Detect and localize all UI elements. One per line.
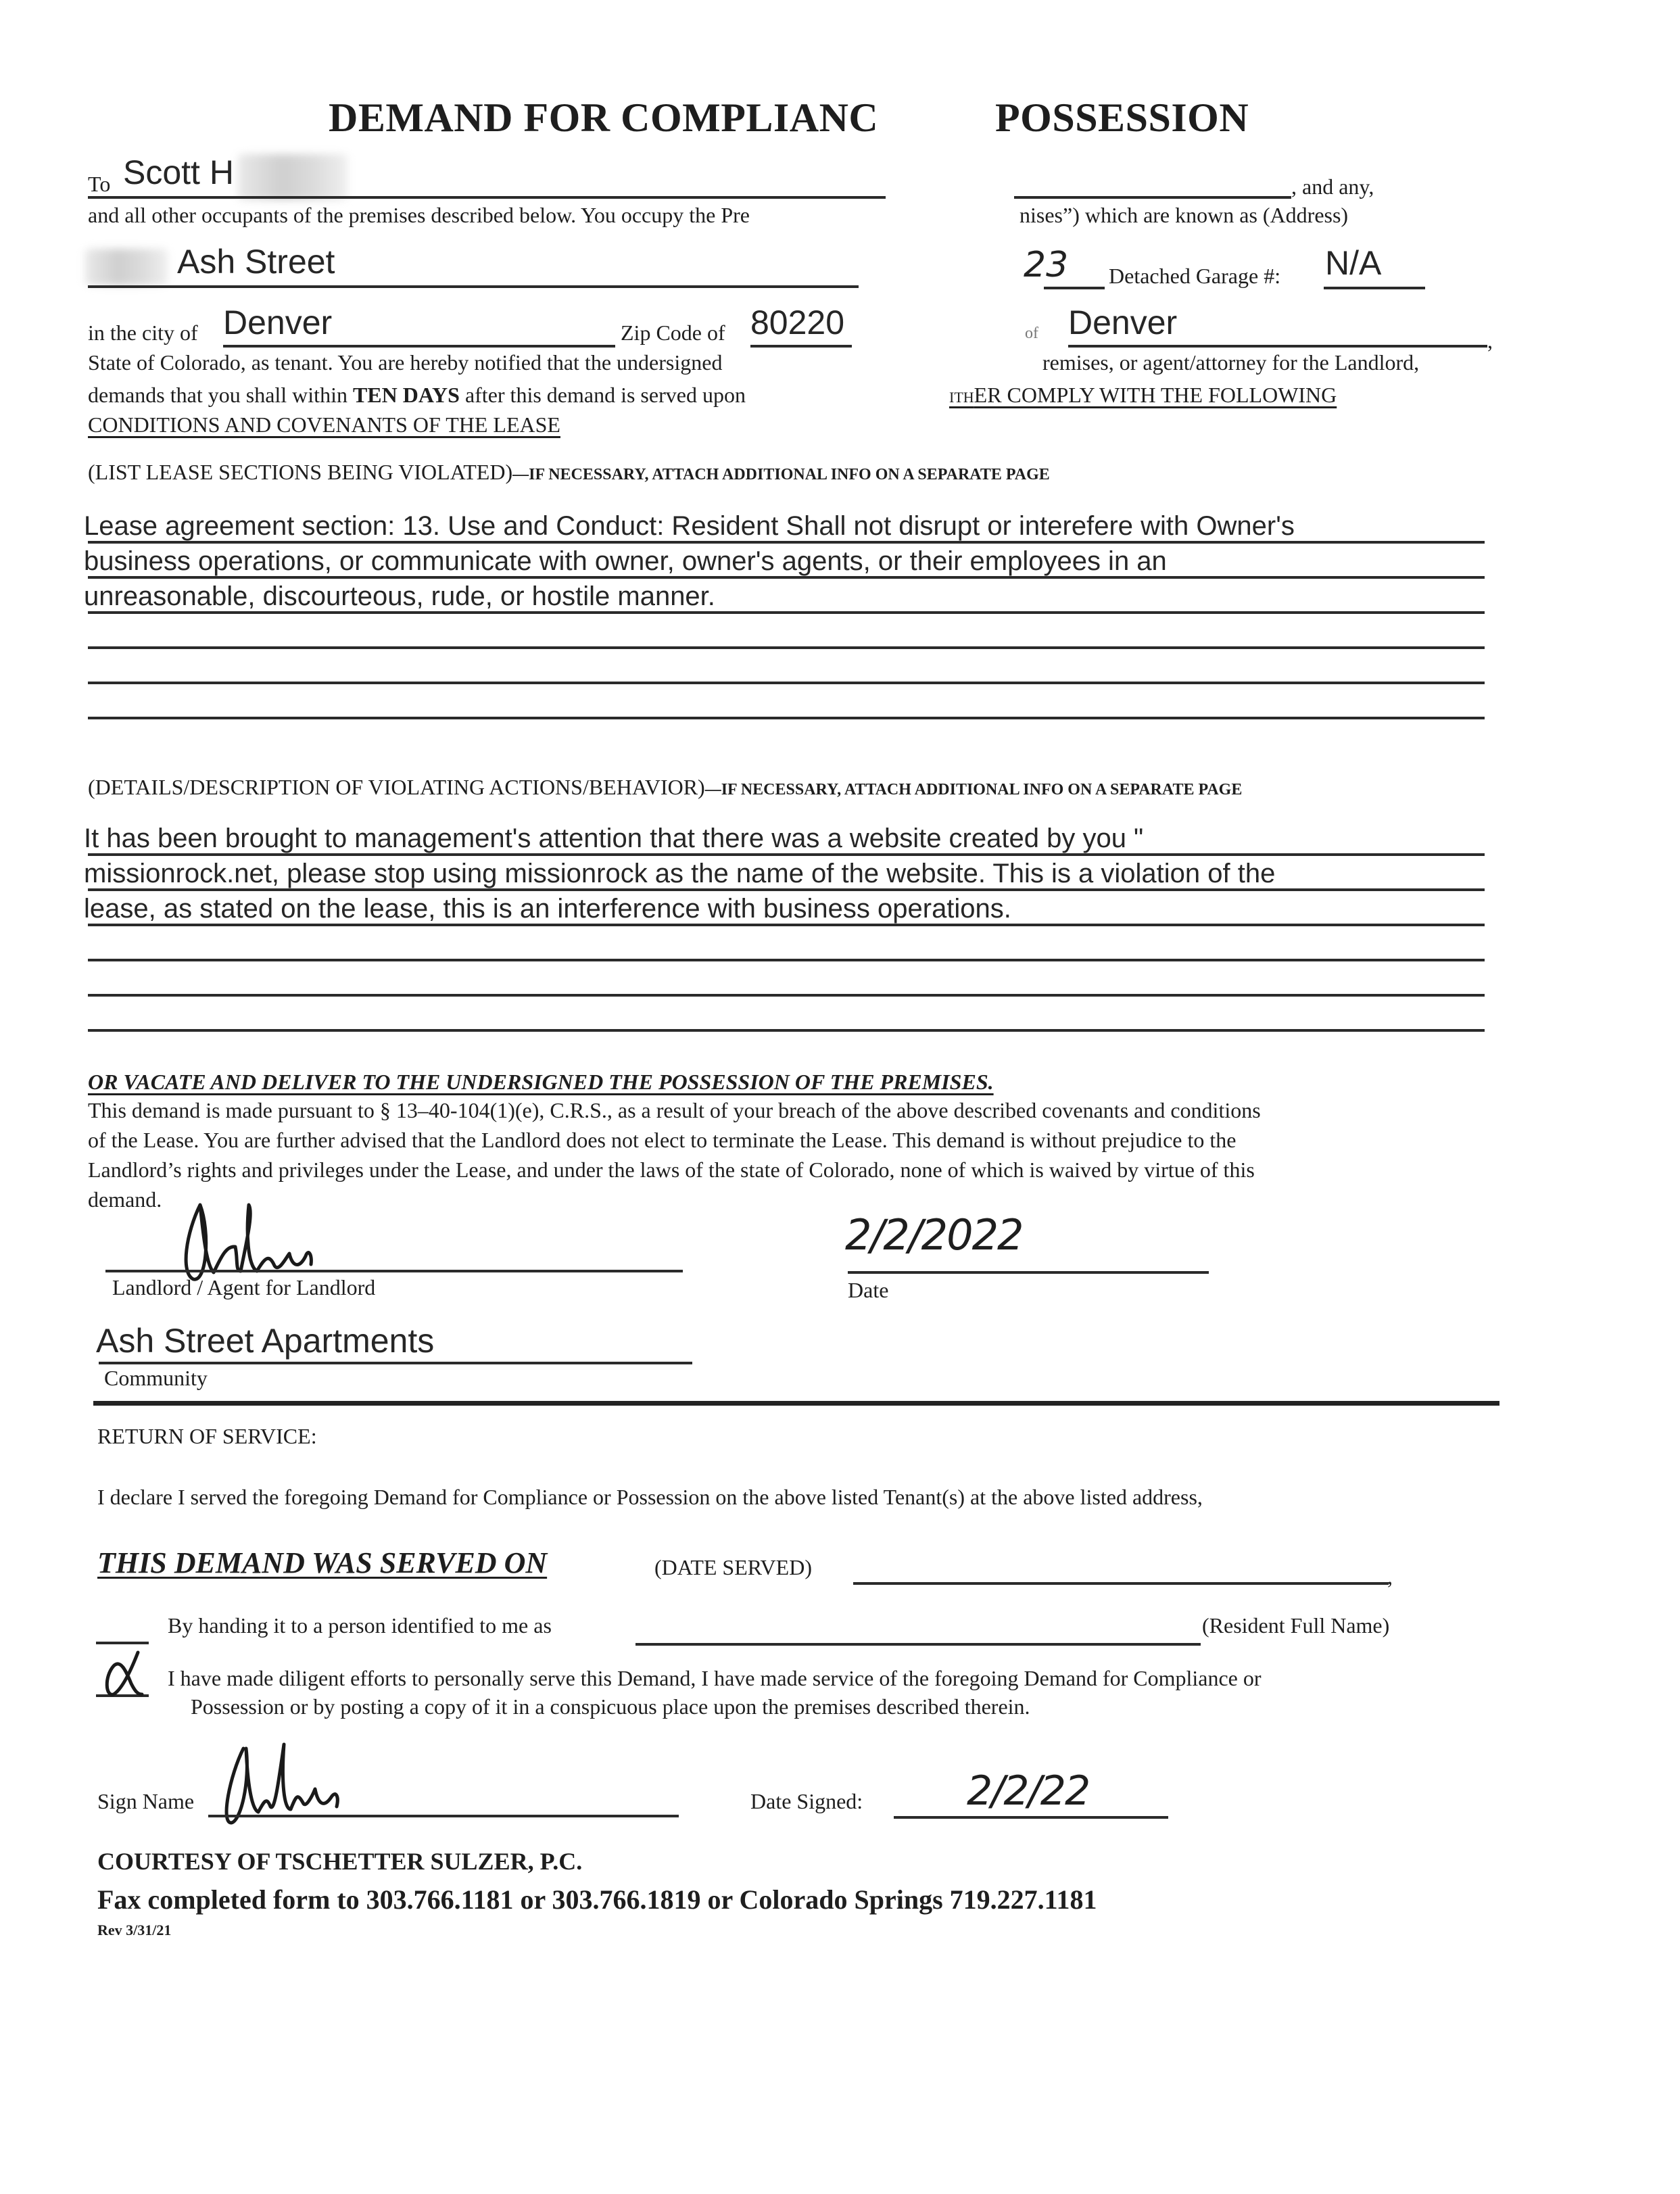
lease-line-underline bbox=[88, 541, 1485, 544]
landlord-signature-label: Landlord / Agent for Landlord bbox=[112, 1275, 376, 1299]
state-text-left: State of Colorado, as tenant. You are hereby notified that the undersigned bbox=[88, 350, 723, 375]
lease-line-text[interactable]: business operations, or communicate with owner, owner's agents, or their employees in an bbox=[84, 546, 1167, 576]
date-signed-underline bbox=[894, 1816, 1168, 1819]
demands-text bbox=[88, 383, 746, 408]
city-field[interactable]: Denver bbox=[223, 304, 333, 341]
tenant-name-field[interactable]: Scott H bbox=[123, 153, 234, 191]
violation-line-text[interactable]: It has been brought to management's attention that there was a website created by you " bbox=[84, 824, 1144, 853]
violation-line-underline bbox=[88, 924, 1485, 926]
violation-line-text[interactable]: lease, as stated on the lease, this is an interference with business operations. bbox=[84, 894, 1011, 924]
comply-partial-glyphs: ITH bbox=[949, 389, 974, 406]
posting-option-line1: I have made diligent efforts to personally serve this Demand, I have made service of the foregoing Demand for Compliance or bbox=[168, 1666, 1262, 1690]
state-text-right: remises, or agent/attorney for the Landlord, bbox=[1042, 350, 1420, 375]
date-served-field[interactable] bbox=[853, 1582, 1389, 1585]
lease-line-underline bbox=[88, 682, 1485, 684]
unit-number-handwritten[interactable]: 23 bbox=[1024, 245, 1069, 285]
garage-label: Detached Garage #: bbox=[1109, 264, 1281, 288]
zip-field[interactable]: 80220 bbox=[750, 304, 845, 341]
county-underline bbox=[1068, 345, 1487, 348]
server-signature bbox=[216, 1742, 392, 1850]
redacted-surname bbox=[238, 154, 347, 200]
vacate-paragraph-line: Landlord’s rights and privileges under the Lease, and under the laws of the state of Colorado, none of which is waived by virtue of this bbox=[88, 1158, 1255, 1182]
redacted-street-number bbox=[85, 249, 168, 285]
violation-line-underline bbox=[88, 1029, 1485, 1032]
vacate-paragraph-line: This demand is made pursuant to § 13–40-104(1)(e), C.R.S., as a result of your breach of the above described covenants and conditions bbox=[88, 1098, 1261, 1122]
occupants-text-right: nises”) which are known as (Address) bbox=[1019, 203, 1349, 227]
posting-option-line2: Possession or by posting a copy of it in a conspicuous place upon the premises described therein. bbox=[191, 1694, 1030, 1719]
landlord-signature-underline bbox=[105, 1270, 683, 1272]
lease-sections-heading-text: (LIST LEASE SECTIONS BEING VIOLATED) bbox=[88, 460, 513, 484]
county-comma: , bbox=[1487, 329, 1493, 353]
lease-line-text[interactable]: Lease agreement section: 13. Use and Conduct: Resident Shall not disrupt or interefere with Owner's bbox=[84, 511, 1295, 541]
lease-line-underline bbox=[88, 576, 1485, 579]
demands-prefix: demands that you shall within bbox=[88, 383, 353, 407]
served-on-heading: THIS DEMAND WAS SERVED ON bbox=[97, 1546, 548, 1579]
landlord-date-underline bbox=[848, 1271, 1209, 1274]
county-label-partial: of bbox=[1025, 325, 1038, 342]
zip-label: Zip Code of bbox=[621, 320, 725, 345]
community-underline bbox=[99, 1362, 692, 1364]
revision-text: Rev 3/31/21 bbox=[97, 1922, 172, 1938]
lease-sections-heading bbox=[88, 460, 1050, 485]
posting-checkmark bbox=[101, 1650, 155, 1704]
violation-line-underline bbox=[88, 994, 1485, 997]
title-right: POSSESSION bbox=[995, 95, 1249, 140]
lease-line-underline bbox=[88, 611, 1485, 614]
section-divider bbox=[93, 1401, 1499, 1406]
lease-line-text[interactable]: unreasonable, discourteous, rude, or hostile manner. bbox=[84, 581, 715, 611]
violation-line-text[interactable]: missionrock.net, please stop using missionrock as the name of the website. This is a violation of the bbox=[84, 859, 1276, 888]
and-any-text: , and any, bbox=[1291, 174, 1374, 199]
lease-line-underline bbox=[88, 646, 1485, 649]
county-field[interactable]: Denver bbox=[1068, 304, 1178, 341]
service-declaration: I declare I served the foregoing Demand for Compliance or Possession on the above listed Tenant(s) at the above listed address, bbox=[97, 1485, 1203, 1509]
violation-line-underline bbox=[88, 888, 1485, 891]
title-left: DEMAND FOR COMPLIANC bbox=[329, 95, 879, 140]
resident-full-name-label: (Resident Full Name) bbox=[1202, 1613, 1390, 1638]
handing-option-text: By handing it to a person identified to me as bbox=[168, 1613, 552, 1638]
conditions-text: CONDITIONS AND COVENANTS OF THE LEASE bbox=[88, 412, 560, 437]
lease-sections-heading-note: —IF NECESSARY, ATTACH ADDITIONAL INFO ON A SEPARATE PAGE bbox=[512, 466, 1050, 483]
violation-line-underline bbox=[88, 959, 1485, 961]
street-underline bbox=[88, 285, 859, 288]
tenant-name-underline bbox=[88, 196, 886, 199]
sign-name-underline[interactable] bbox=[208, 1815, 679, 1817]
comply-text bbox=[949, 383, 1337, 408]
community-label: Community bbox=[104, 1366, 208, 1390]
city-underline bbox=[223, 345, 615, 348]
vacate-paragraph-line: demand. bbox=[88, 1187, 162, 1212]
landlord-date-label: Date bbox=[848, 1278, 889, 1302]
date-served-comma: , bbox=[1387, 1565, 1393, 1589]
vacate-heading: OR VACATE AND DELIVER TO THE UNDERSIGNED THE POSSESSION OF THE PREMISES. bbox=[88, 1070, 994, 1094]
to-label: To bbox=[88, 172, 111, 196]
handing-checkbox[interactable] bbox=[96, 1642, 149, 1644]
occupants-text-left: and all other occupants of the premises described below. You occupy the Pre bbox=[88, 203, 750, 227]
violation-heading bbox=[88, 775, 1242, 800]
return-of-service-heading: RETURN OF SERVICE: bbox=[97, 1424, 317, 1448]
demands-suffix: after this demand is served upon bbox=[459, 383, 746, 407]
violation-heading-text: (DETAILS/DESCRIPTION OF VIOLATING ACTIONS/BEHAVIOR) bbox=[88, 775, 705, 799]
zip-underline bbox=[750, 345, 852, 348]
garage-field[interactable]: N/A bbox=[1325, 244, 1382, 282]
fax-text: Fax completed form to 303.766.1181 or 303.766.1819 or Colorado Springs 719.227.1181 bbox=[97, 1884, 1097, 1915]
sign-name-label: Sign Name bbox=[97, 1789, 195, 1813]
city-label: in the city of bbox=[88, 320, 198, 345]
tenant-name-underline-right bbox=[1014, 196, 1291, 199]
date-signed-label: Date Signed: bbox=[750, 1789, 863, 1813]
unit-underline bbox=[1044, 287, 1105, 289]
vacate-paragraph-line: of the Lease. You are further advised that the Landlord does not elect to terminate the Lease. This demand is without prejudice to the bbox=[88, 1128, 1237, 1152]
landlord-date-value[interactable]: 2/2/2022 bbox=[845, 1210, 1023, 1260]
community-field[interactable]: Ash Street Apartments bbox=[96, 1322, 435, 1360]
courtesy-text: COURTESY OF TSCHETTER SULZER, P.C. bbox=[97, 1848, 583, 1875]
violation-heading-note: —IF NECESSARY, ATTACH ADDITIONAL INFO ON A SEPARATE PAGE bbox=[704, 781, 1243, 798]
street-field[interactable]: Ash Street bbox=[177, 243, 335, 281]
comply-rest: ER COMPLY WITH THE FOLLOWING bbox=[974, 383, 1337, 407]
violation-line-underline bbox=[88, 853, 1485, 856]
date-signed-value[interactable]: 2/2/22 bbox=[967, 1767, 1090, 1815]
garage-underline bbox=[1324, 287, 1425, 289]
ten-days-emphasis: TEN DAYS bbox=[352, 383, 460, 407]
resident-full-name-field[interactable] bbox=[635, 1643, 1201, 1646]
date-served-label: (DATE SERVED) bbox=[654, 1555, 812, 1579]
lease-line-underline bbox=[88, 717, 1485, 719]
